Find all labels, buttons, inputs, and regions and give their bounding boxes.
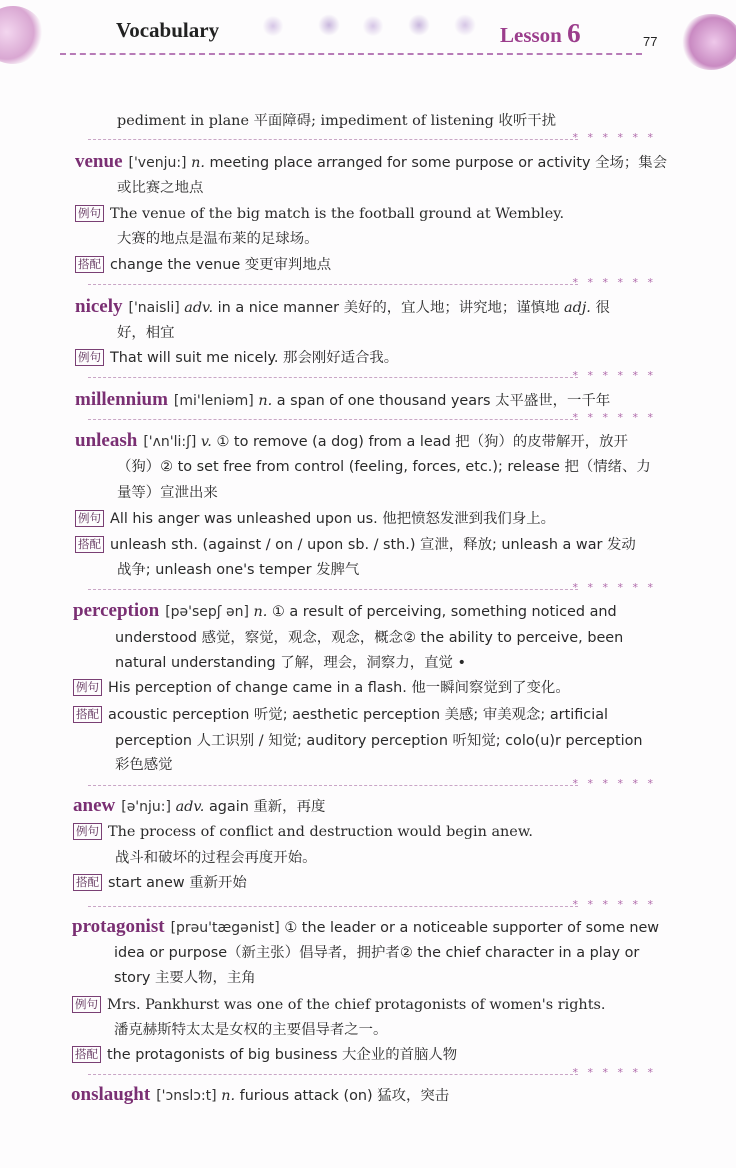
phonetic: [pə'sepʃ ən] [165,604,249,620]
entry-millennium-headline [75,390,610,411]
part-of-speech: v. [200,434,212,450]
definition-continued: 好，相宜 [117,325,175,341]
entry-separator: * * * * * * [88,1068,656,1082]
entry-protagonist-headline [72,917,659,938]
entry-venue-headline [75,152,667,173]
definition: in a nice manner 美好的，宜人地；讲究地；谨慎地 [217,300,560,316]
entry-separator: * * * * * * [88,779,656,793]
collocation-tag: 搭配 [75,536,104,553]
definition-continued: 量等）宣泄出来 [117,485,218,501]
example-translation: 战斗和破坏的过程会再度开始。 [115,850,317,866]
entry-separator: * * * * * * [88,413,656,427]
part-of-speech: adv. [175,799,205,815]
headword: venue [75,151,123,172]
definition-continued: idea or purpose（新主张）倡导者，拥护者② the chief character in a play or [114,945,640,961]
collocation-tag: 搭配 [73,874,102,891]
part-of-speech: n. [191,155,205,171]
headword: onslaught [71,1084,151,1105]
collocation-text: start anew 重新开始 [108,875,247,891]
example-tag: 例句 [72,996,101,1013]
example-text: That will suit me nicely. 那会刚好适合我。 [110,350,399,366]
example-text: All his anger was unleashed upon us. 他把愤怒发泄到我们身上。 [110,511,555,527]
entry-separator: * * * * * * [88,278,656,292]
example-row [75,509,555,529]
phonetic: [prəu'tægənist] [170,920,280,936]
section-title: Vocabulary [116,18,220,42]
lesson-label: Lesson 6 [500,18,581,48]
definition: ① a result of perceiving, something noticed and [271,604,617,620]
example-translation: 大赛的地点是温布莱的足球场。 [117,231,319,247]
collocation-continued: 战争; unleash one's temper 发脾气 [117,562,360,578]
definition: furious attack (on) 猛攻，突击 [239,1088,450,1104]
phonetic: ['ʌn'li:ʃ] [143,434,197,450]
part-of-speech: adv. [184,300,214,316]
definition-continued: natural understanding 了解，理会，洞察力，直觉 • [115,655,466,671]
headword: anew [73,795,116,816]
example-row [75,348,398,368]
definition-continued: understood 感觉，察觉，观念，观念，概念② the ability to perceive, been [115,630,624,646]
part-of-speech: n. [221,1088,236,1104]
collocation-tag: 搭配 [75,256,104,273]
example-text: The process of conflict and destruction would begin anew. [108,824,534,840]
collocation-row [73,873,247,893]
definition: ① to remove (a dog) from a lead 把（狗）的皮带解开，放开 [216,434,628,450]
phonetic: [mi'leniəm] [173,393,254,409]
definition: again 重新，再度 [208,799,326,815]
headword: protagonist [72,916,165,937]
definition-continued: （狗）② to set free from control (feeling, forces, etc.); release 把（情绪、力 [117,459,651,475]
entry-nicely-headline [75,297,610,318]
example-row [73,822,533,842]
collocation-continued: 彩色感觉 [115,757,173,773]
page-number: 77 [643,34,658,49]
example-text: The venue of the big match is the football ground at Wembley. [110,206,565,222]
lesson-number: 6 [567,18,581,48]
collocation-tag: 搭配 [72,1046,101,1063]
example-row [72,995,605,1015]
collocation-text: acoustic perception 听觉; aesthetic perception 美感; 审美观念; artificial [108,707,609,723]
phonetic: [ə'nju:] [121,799,171,815]
continuation-text: pediment in plane 平面障碍; impediment of listening 收听干扰 [117,113,557,129]
definition-continued: 或比赛之地点 [117,180,204,196]
entry-separator: * * * * * * [88,371,656,385]
definition: 很 [595,300,610,316]
phonetic: ['ɔnslɔ:t] [156,1088,217,1104]
entry-unleash-headline [75,431,628,452]
definition: meeting place arranged for some purpose or activity 全场；集会 [209,155,668,171]
example-tag: 例句 [75,205,104,222]
definition: a span of one thousand years 太平盛世，一千年 [276,393,611,409]
headword: millennium [75,389,168,410]
collocation-text: change the venue 变更审判地点 [110,257,332,273]
headword: perception [73,600,160,621]
entry-separator: * * * * * * [88,900,656,914]
example-text: Mrs. Pankhurst was one of the chief protagonists of women's rights. [107,997,606,1013]
entry-anew-headline [73,796,325,817]
definition-continued: story 主要人物，主角 [114,970,256,986]
headword: unleash [75,430,138,451]
entry-onslaught-headline [71,1085,449,1106]
example-tag: 例句 [73,679,102,696]
part-of-speech: adj. [564,300,591,316]
entry-separator: * * * * * * [88,583,656,597]
entry-perception-headline [73,601,617,622]
example-row [75,204,564,224]
phonetic: ['naisli] [128,300,180,316]
example-tag: 例句 [75,510,104,527]
example-translation: 潘克赫斯特太太是女权的主要倡导者之一。 [114,1022,388,1038]
example-tag: 例句 [75,349,104,366]
collocation-row [75,535,636,555]
collocation-row [72,1045,457,1065]
collocation-continued: perception 人工识别 / 知觉; auditory perception 听知觉; colo(u)r perception [115,733,643,749]
collocation-text: unleash sth. (against / on / upon sb. / sth.) 宣泄，释放; unleash a war 发动 [110,537,636,553]
example-row [73,678,570,698]
definition: ① the leader or a noticeable supporter of some new [284,920,660,936]
example-tag: 例句 [73,823,102,840]
part-of-speech: n. [258,393,273,409]
collocation-text: the protagonists of big business 大企业的首脑人物 [107,1047,458,1063]
collocation-tag: 搭配 [73,706,102,723]
phonetic: ['venju:] [128,155,187,171]
collocation-row [75,255,331,275]
headword: nicely [75,296,123,317]
collocation-row [73,705,608,725]
part-of-speech: n. [253,604,268,620]
example-text: His perception of change came in a flash. 他一瞬间察觉到了变化。 [108,680,570,696]
entry-separator: * * * * * * [88,133,656,147]
